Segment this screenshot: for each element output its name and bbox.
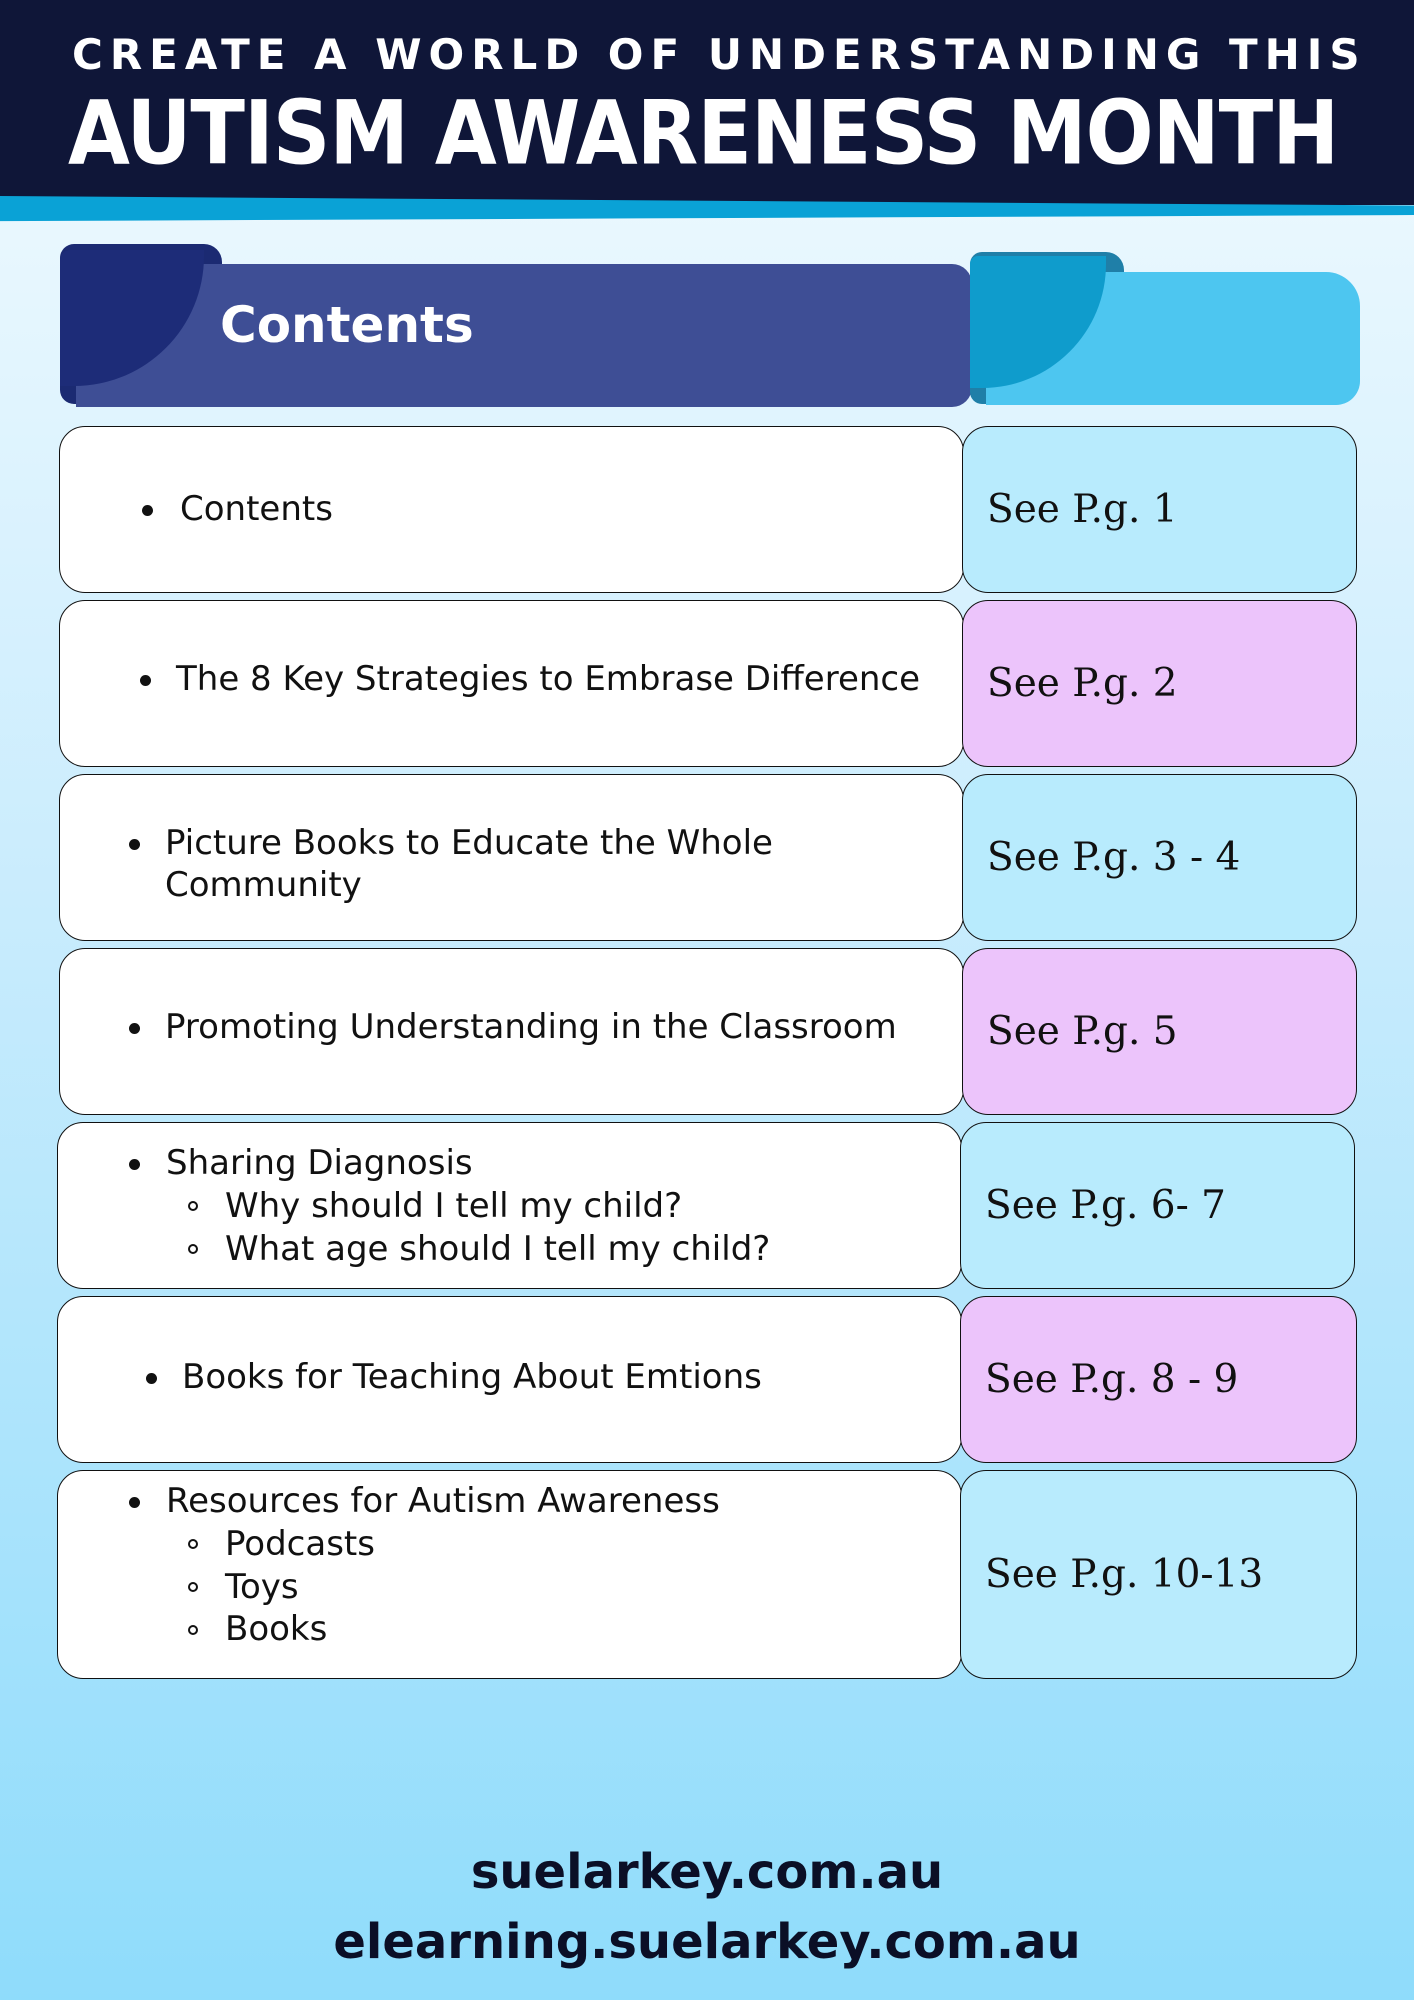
sub-bullet-icon	[188, 1539, 198, 1549]
sub-bullet-icon	[188, 1625, 198, 1635]
sub-bullet-icon	[188, 1244, 198, 1254]
page-reference: See P.g. 3 - 4	[962, 774, 1357, 941]
bullet-icon	[140, 675, 151, 686]
contents-subitem: Podcasts	[225, 1524, 375, 1564]
contents-tab	[76, 264, 972, 407]
page-reference: See P.g. 1	[962, 426, 1357, 593]
bullet-icon	[146, 1373, 157, 1384]
page-reference: See P.g. 6- 7	[960, 1122, 1355, 1289]
contents-row	[59, 774, 964, 941]
header-banner	[0, 0, 1414, 205]
sub-bullet-icon	[188, 1582, 198, 1592]
contents-item: Books for Teaching About Emtions	[182, 1357, 762, 1397]
footer-elearning-website[interactable]: elearning.suelarkey.com.au	[333, 1914, 1081, 1970]
contents-row	[59, 426, 964, 593]
bullet-icon	[129, 1497, 140, 1508]
contents-subitem: What age should I tell my child?	[225, 1229, 771, 1269]
contents-row	[57, 1470, 962, 1679]
header-title: AUTISM AWARENESS MONTH	[68, 82, 1339, 185]
page-reference: See P.g. 10-13	[960, 1470, 1357, 1679]
page-reference: See P.g. 2	[962, 600, 1357, 767]
contents-row	[57, 1296, 962, 1463]
contents-row	[59, 600, 964, 767]
header-kicker: CREATE A WORLD OF UNDERSTANDING THIS	[72, 30, 1367, 79]
bullet-icon	[142, 505, 153, 516]
page-reference: See P.g. 8 - 9	[960, 1296, 1357, 1463]
contents-heading: Contents	[220, 296, 474, 354]
contents-item: Resources for Autism Awareness	[166, 1481, 720, 1521]
contents-item: The 8 Key Strategies to Embrase Difference	[176, 659, 921, 699]
contents-row	[59, 948, 964, 1115]
footer-website[interactable]: suelarkey.com.au	[470, 1844, 944, 1900]
contents-subitem: Toys	[225, 1567, 299, 1607]
bullet-icon	[129, 1023, 140, 1034]
page-reference: See P.g. 5	[962, 948, 1357, 1115]
contents-subitem: Books	[225, 1609, 328, 1649]
contents-item: Contents	[180, 489, 333, 529]
contents-item-continuation: Community	[165, 865, 362, 905]
bullet-icon	[129, 839, 140, 850]
bullet-icon	[129, 1159, 140, 1170]
contents-item: Promoting Understanding in the Classroom	[165, 1007, 897, 1047]
contents-subitem: Why should I tell my child?	[225, 1186, 683, 1226]
sub-bullet-icon	[188, 1201, 198, 1211]
contents-item: Sharing Diagnosis	[166, 1143, 473, 1183]
contents-item: Picture Books to Educate the Whole	[165, 823, 773, 863]
contents-row	[57, 1122, 962, 1289]
